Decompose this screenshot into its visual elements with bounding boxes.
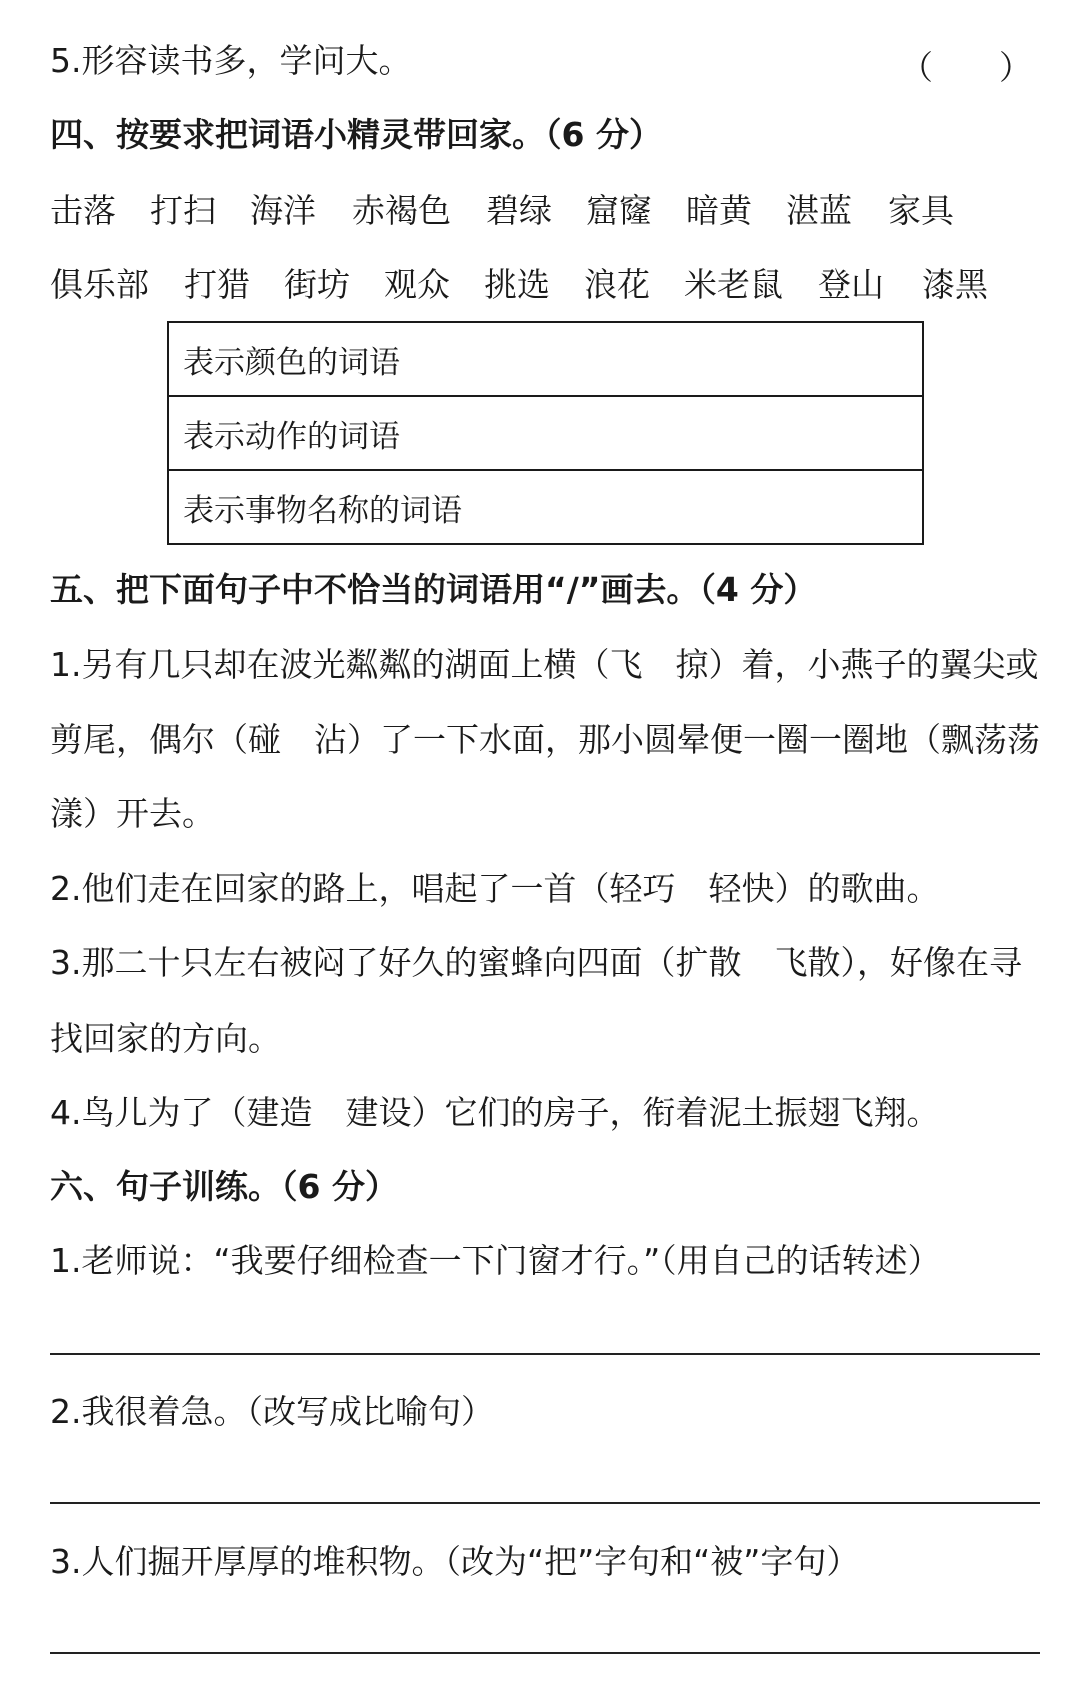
word: 俱乐部	[50, 265, 149, 304]
word: 赤褐色	[352, 191, 451, 230]
s5-line-5: 3.那二十只左右被闷了好久的蜜蜂向四面（扩散 飞散），好像在寻	[50, 943, 1022, 982]
s5-line-2: 剪尾，偶尔（碰 沾）了一下水面，那小圆晕便一圈一圈地（飘荡荡	[50, 720, 1040, 759]
word: 海洋	[250, 191, 316, 230]
s5-line-3: 漾）开去。	[50, 794, 215, 833]
word: 浪花	[584, 265, 650, 304]
category-table	[167, 321, 924, 545]
s5-line-6: 找回家的方向。	[50, 1019, 281, 1058]
answer-line-2[interactable]	[50, 1502, 1040, 1504]
section5-heading: 五、把下面句子中不恰当的词语用“/”画去。（4 分）	[50, 570, 817, 609]
category-colors[interactable]: 表示颜色的词语	[168, 322, 923, 396]
word: 米老鼠	[684, 265, 783, 304]
category-actions[interactable]: 表示动作的词语	[168, 396, 923, 470]
section6-heading: 六、句子训练。（6 分）	[50, 1167, 398, 1206]
word: 打扫	[150, 191, 216, 230]
word: 登山	[818, 265, 884, 304]
s6-q2: 2.我很着急。（改写成比喻句）	[50, 1392, 494, 1431]
q5-text: 5.形容读书多，学问大。	[50, 41, 412, 80]
section4-heading: 四、按要求把词语小精灵带回家。（6 分）	[50, 115, 662, 154]
answer-line-1[interactable]	[50, 1353, 1040, 1355]
word: 家具	[888, 191, 954, 230]
s5-line-4: 2.他们走在回家的路上，唱起了一首（轻巧 轻快）的歌曲。	[50, 869, 940, 908]
s5-line-1: 1.另有几只却在波光粼粼的湖面上横（飞 掠）着，小燕子的翼尖或	[50, 645, 1039, 684]
word: 街坊	[284, 265, 350, 304]
word: 湛蓝	[786, 191, 852, 230]
category-things[interactable]: 表示事物名称的词语	[168, 470, 923, 544]
word: 窟窿	[586, 191, 652, 230]
s6-q3: 3.人们掘开厚厚的堆积物。（改为“把”字句和“被”字句）	[50, 1542, 860, 1581]
word: 打猎	[184, 265, 250, 304]
s5-line-7: 4.鸟儿为了（建造 建设）它们的房子，衔着泥土振翅飞翔。	[50, 1093, 940, 1132]
word: 暗黄	[686, 191, 752, 230]
word: 碧绿	[486, 191, 552, 230]
word: 击落	[50, 191, 116, 230]
q5-answer-paren: （ ）	[900, 48, 1032, 87]
word: 漆黑	[922, 265, 988, 304]
s6-q1: 1.老师说：“我要仔细检查一下门窗才行。”（用自己的话转述）	[50, 1241, 941, 1280]
word: 挑选	[484, 265, 550, 304]
answer-line-3[interactable]	[50, 1652, 1040, 1654]
word: 观众	[384, 265, 450, 304]
